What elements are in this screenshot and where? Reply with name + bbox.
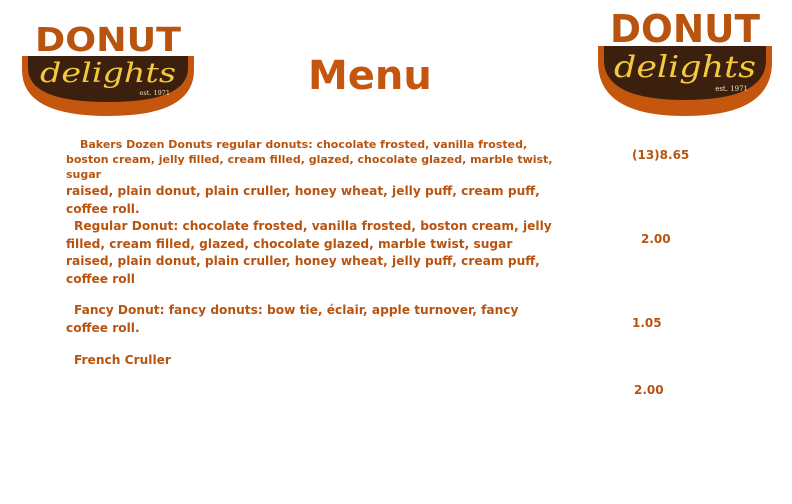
menu-item-description: Fancy Donut: fancy donuts: bow tie, éclair, apple turnover, fancy coffee roll. bbox=[66, 303, 519, 335]
menu-item-description bbox=[66, 137, 558, 218]
logo-graphic bbox=[596, 8, 774, 118]
menu-item-price: 1.05 bbox=[632, 316, 662, 330]
donut-delights-logo-right bbox=[596, 8, 774, 118]
menu-item-price: (13)8.65 bbox=[632, 148, 690, 162]
logo-donut-word: DONUT bbox=[610, 8, 761, 51]
logo-delights-word: delights bbox=[40, 58, 176, 89]
menu-item-price: 2.00 bbox=[634, 383, 664, 397]
logo-delights-word: delights bbox=[614, 50, 756, 85]
logo-established: est. 1971 bbox=[715, 85, 748, 93]
menu-item-description: Regular Donut: chocolate frosted, vanilla frosted, boston cream, jelly filled, cream filled, glazed, chocolate glazed, marble twist, sugar raised, plain donut, plain cruller, honey wheat, jelly puff, cream puff, coffee roll bbox=[66, 219, 552, 286]
logo-donut-word: DONUT bbox=[35, 22, 182, 59]
menu-item-description-part1: Bakers Dozen Donuts regular donuts: chocolate frosted, vanilla frosted, boston cream, jelly filled, cream filled, glazed, chocolate glazed, marble twist, sugar bbox=[66, 138, 553, 181]
donut-delights-logo-left bbox=[20, 22, 196, 118]
logo-graphic bbox=[20, 22, 196, 118]
page-title: Menu bbox=[308, 53, 432, 99]
menu-item-description: French Cruller bbox=[74, 353, 171, 367]
menu-item-description-part2: raised, plain donut, plain cruller, honey wheat, jelly puff, cream puff, coffee roll. bbox=[66, 184, 540, 216]
menu-item-price: 2.00 bbox=[641, 232, 671, 246]
logo-established: est. 1971 bbox=[139, 89, 170, 97]
